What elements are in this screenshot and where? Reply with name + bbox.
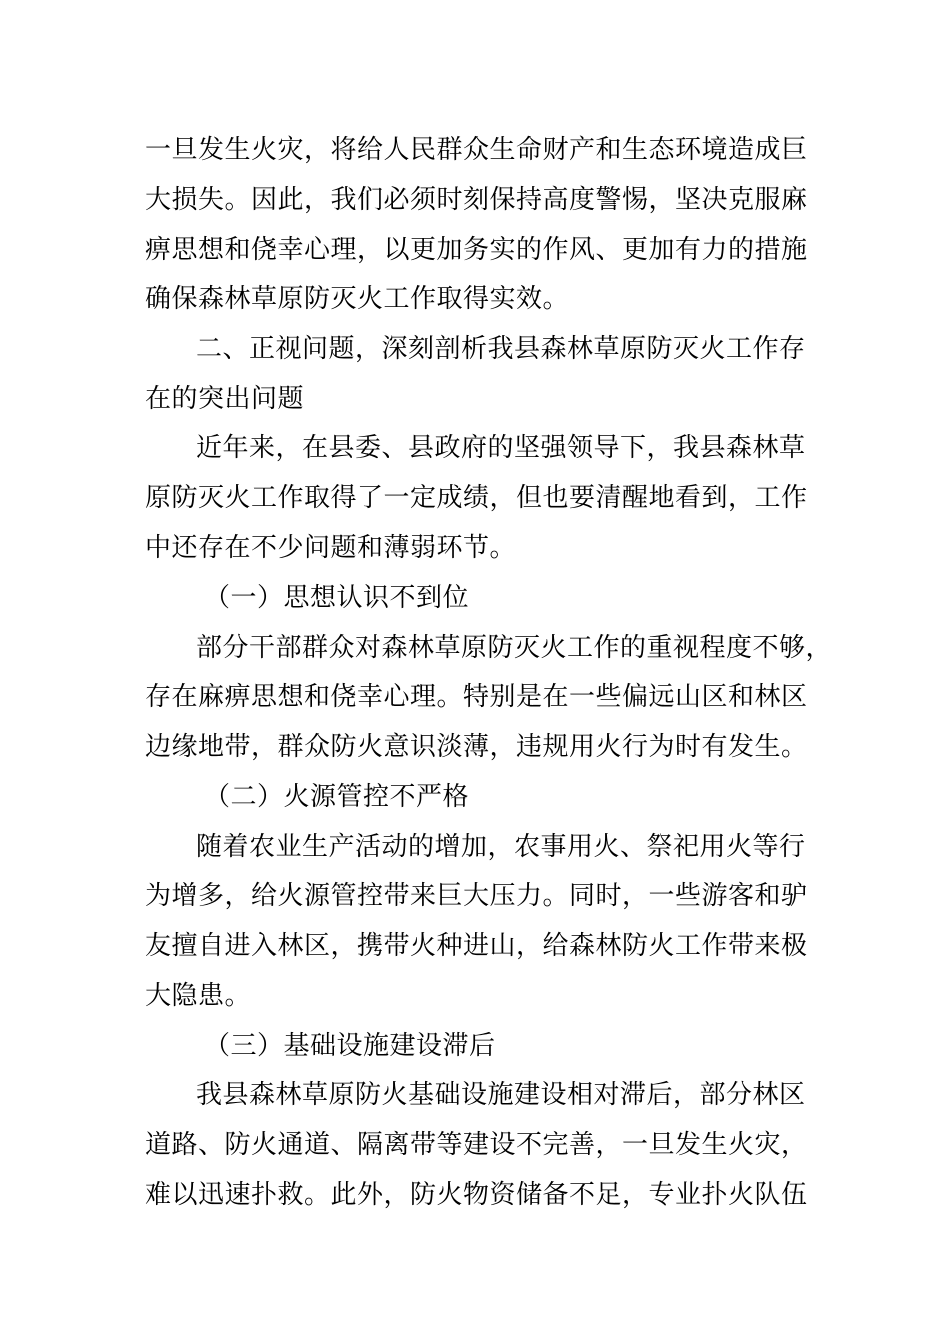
paragraph-line: 难以迅速扑救。此外，防火物资储备不足，专业扑火队伍 [145,1180,808,1210]
paragraph-line: 痹思想和侥幸心理，以更加务实的作风、更加有力的措施 [145,235,808,265]
paragraph-line: 存在麻痹思想和侥幸心理。特别是在一些偏远山区和林区 [145,682,808,712]
paragraph-line: 为增多，给火源管控带来巨大压力。同时，一些游客和驴 [145,881,808,911]
paragraph-line: 原防灭火工作取得了一定成绩，但也要清醒地看到，工作 [145,483,808,513]
subsection-heading: （二）火源管控不严格 [204,782,470,812]
subsection-heading: （一）思想认识不到位 [204,583,470,613]
paragraph-line: 中还存在不少问题和薄弱环节。 [145,533,517,563]
paragraph-line: 友擅自进入林区，携带火种进山，给森林防火工作带来极 [145,931,808,961]
paragraph-line: 大隐患。 [145,981,252,1011]
paragraph-line: 一旦发生火灾，将给人民群众生命财产和生态环境造成巨 [145,135,808,165]
paragraph-line: 确保森林草原防灭火工作取得实效。 [145,284,570,314]
paragraph-line: 近年来，在县委、县政府的坚强领导下，我县森林草 [196,433,806,463]
paragraph-line: 道路、防火通道、隔离带等建设不完善，一旦发生火灾， [145,1130,808,1160]
paragraph-line: 大损失。因此，我们必须时刻保持高度警惕，坚决克服麻 [145,185,808,215]
subsection-heading: （三）基础设施建设滞后 [204,1031,496,1061]
section-heading-line: 在的突出问题 [145,384,305,414]
paragraph-line: 边缘地带，群众防火意识淡薄，违规用火行为时有发生。 [145,732,808,762]
paragraph-line: 部分干部群众对森林草原防灭火工作的重视程度不够， [196,633,833,663]
paragraph-line: 我县森林草原防火基础设施建设相对滞后，部分林区 [196,1080,806,1110]
paragraph-line: 随着农业生产活动的增加，农事用火、祭祀用火等行 [196,832,806,862]
section-heading-line: 二、正视问题，深刻剖析我县森林草原防灭火工作存 [196,334,806,364]
